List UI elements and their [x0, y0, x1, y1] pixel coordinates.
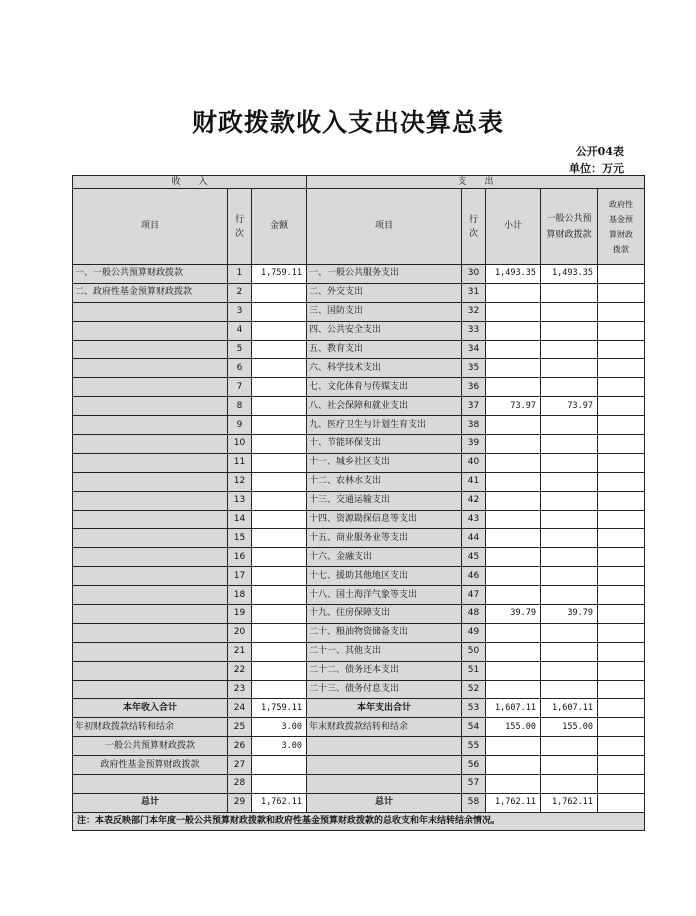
- income-header: 收 入: [73, 176, 307, 189]
- expense-fund-cell: [598, 718, 645, 737]
- expense-line-cell: 56: [462, 756, 486, 775]
- table-row: [73, 605, 645, 624]
- expense-item-cell: [307, 756, 462, 775]
- expense-general-cell: [541, 661, 598, 680]
- table-row: [73, 586, 645, 605]
- expense-line-cell: 42: [462, 491, 486, 510]
- expense-item-cell: 十八、国土海洋气象等支出: [307, 586, 462, 605]
- expense-item-cell: 十五、商业服务业等支出: [307, 529, 462, 548]
- income-item-cell: 一、一般公共预算财政拨款: [73, 265, 228, 284]
- expense-line-cell: 50: [462, 642, 486, 661]
- expense-item-cell: 二十二、债务还本支出: [307, 661, 462, 680]
- expense-general-cell: [541, 623, 598, 642]
- expense-general-cell: [541, 283, 598, 302]
- expense-general-cell: [541, 435, 598, 454]
- expense-general-cell: [541, 472, 598, 491]
- income-line-cell: 7: [228, 378, 252, 397]
- expense-item-cell: 二十三、债务付息支出: [307, 680, 462, 699]
- expense-subtotal-cell: [486, 321, 541, 340]
- income-amount-cell: [252, 548, 307, 567]
- expense-fund-cell: [598, 793, 645, 812]
- expense-general-cell: [541, 491, 598, 510]
- income-line-cell: 17: [228, 567, 252, 586]
- expense-item-cell: 十九、住房保障支出: [307, 605, 462, 624]
- income-item-cell: 本年收入合计: [73, 699, 228, 718]
- expense-general-cell: [541, 586, 598, 605]
- income-item-cell: [73, 529, 228, 548]
- expense-subtotal-cell: [486, 623, 541, 642]
- expense-item-cell: 二十一、其他支出: [307, 642, 462, 661]
- table-row: [73, 435, 645, 454]
- expense-general-cell: [541, 340, 598, 359]
- expense-line-cell: 45: [462, 548, 486, 567]
- income-item-cell: [73, 435, 228, 454]
- income-line-cell: 28: [228, 775, 252, 794]
- income-item-cell: [73, 605, 228, 624]
- income-amount-cell: [252, 472, 307, 491]
- expense-item-cell: 十七、援助其他地区支出: [307, 567, 462, 586]
- income-amount-cell: [252, 435, 307, 454]
- expense-general-cell: [541, 567, 598, 586]
- note-row: [73, 812, 645, 830]
- expense-line-cell: 40: [462, 453, 486, 472]
- expense-item-cell: 七、文化体育与传媒支出: [307, 378, 462, 397]
- income-item-cell: [73, 359, 228, 378]
- income-line-cell: 24: [228, 699, 252, 718]
- expense-subtotal-cell: 73.97: [486, 397, 541, 416]
- expense-line-cell: 53: [462, 699, 486, 718]
- expense-item-cell: 三、国防支出: [307, 302, 462, 321]
- expense-subtotal-cell: [486, 359, 541, 378]
- unit-label: 单位：万元: [569, 162, 624, 175]
- income-amount-cell: [252, 623, 307, 642]
- expense-subtotal-cell: [486, 775, 541, 794]
- table-row: [73, 416, 645, 435]
- table-note: 注：本表反映部门本年度一般公共预算财政拨款和政府性基金预算财政拨款的总收支和年末结转结余情况。: [73, 812, 645, 830]
- expense-subtotal-cell: [486, 416, 541, 435]
- expense-subtotal-header: 小计: [486, 189, 541, 265]
- expense-line-cell: 52: [462, 680, 486, 699]
- income-line-cell: 9: [228, 416, 252, 435]
- expense-item-cell: 十三、交通运输支出: [307, 491, 462, 510]
- expense-fund-cell: [598, 510, 645, 529]
- expense-subtotal-cell: [486, 491, 541, 510]
- table-row: [73, 265, 645, 284]
- expense-fund-cell: [598, 699, 645, 718]
- table-row: [73, 302, 645, 321]
- expense-subtotal-cell: 1,762.11: [486, 793, 541, 812]
- expense-item-cell: 十二、农林水支出: [307, 472, 462, 491]
- table-row: [73, 472, 645, 491]
- expense-general-cell: [541, 680, 598, 699]
- table-row: [73, 510, 645, 529]
- income-line-cell: 22: [228, 661, 252, 680]
- income-line-cell: 19: [228, 605, 252, 624]
- expense-fund-cell: [598, 416, 645, 435]
- expense-general-cell: 1,493.35: [541, 265, 598, 284]
- expense-subtotal-cell: [486, 529, 541, 548]
- expense-line-cell: 41: [462, 472, 486, 491]
- expense-general-cell: [541, 378, 598, 397]
- income-amount-cell: [252, 453, 307, 472]
- income-line-cell: 10: [228, 435, 252, 454]
- expense-header: 支 出: [307, 176, 645, 189]
- expense-general-cell: [541, 775, 598, 794]
- expense-fund-cell: [598, 605, 645, 624]
- expense-line-cell: 37: [462, 397, 486, 416]
- table-row: [73, 321, 645, 340]
- expense-fund-cell: [598, 567, 645, 586]
- income-amount-cell: [252, 661, 307, 680]
- form-number: 公开04表: [575, 145, 624, 158]
- expense-subtotal-cell: 155.00: [486, 718, 541, 737]
- expense-general-header: 一般公共预算财政拨款: [541, 189, 598, 265]
- expense-general-cell: [541, 529, 598, 548]
- expense-item-cell: 二、外交支出: [307, 283, 462, 302]
- table-row: [73, 793, 645, 812]
- expense-line-header: 行次: [462, 189, 486, 265]
- income-amount-cell: [252, 642, 307, 661]
- table-row: [73, 529, 645, 548]
- income-item-cell: [73, 321, 228, 340]
- table-row: [73, 623, 645, 642]
- table-row: [73, 491, 645, 510]
- expense-subtotal-cell: [486, 302, 541, 321]
- income-line-cell: 18: [228, 586, 252, 605]
- table-row: [73, 283, 645, 302]
- expense-item-cell: 九、医疗卫生与计划生育支出: [307, 416, 462, 435]
- expense-subtotal-cell: 1,607.11: [486, 699, 541, 718]
- income-item-cell: 政府性基金预算财政拨款: [73, 756, 228, 775]
- income-item-cell: [73, 548, 228, 567]
- income-item-cell: 年初财政拨款结转和结余: [73, 718, 228, 737]
- expense-subtotal-cell: [486, 586, 541, 605]
- expense-fund-cell: [598, 453, 645, 472]
- income-item-cell: [73, 302, 228, 321]
- income-amount-cell: [252, 340, 307, 359]
- expense-line-cell: 36: [462, 378, 486, 397]
- income-line-cell: 8: [228, 397, 252, 416]
- expense-line-cell: 46: [462, 567, 486, 586]
- expense-line-cell: 49: [462, 623, 486, 642]
- expense-line-cell: 32: [462, 302, 486, 321]
- expense-line-cell: 34: [462, 340, 486, 359]
- table-row: [73, 453, 645, 472]
- income-amount-cell: [252, 586, 307, 605]
- expense-subtotal-cell: [486, 680, 541, 699]
- expense-subtotal-cell: 1,493.35: [486, 265, 541, 284]
- income-amount-cell: [252, 756, 307, 775]
- expense-item-cell: 总计: [307, 793, 462, 812]
- expense-subtotal-cell: [486, 283, 541, 302]
- income-amount-cell: [252, 378, 307, 397]
- expense-fund-cell: [598, 302, 645, 321]
- expense-item-cell: [307, 737, 462, 756]
- expense-line-cell: 35: [462, 359, 486, 378]
- expense-general-cell: 155.00: [541, 718, 598, 737]
- expense-fund-cell: [598, 775, 645, 794]
- income-amount-cell: [252, 529, 307, 548]
- table-row: [73, 359, 645, 378]
- expense-subtotal-cell: [486, 567, 541, 586]
- expense-subtotal-cell: [486, 548, 541, 567]
- income-item-header: 项目: [73, 189, 228, 265]
- expense-item-cell: 十六、金融支出: [307, 548, 462, 567]
- expense-fund-cell: [598, 491, 645, 510]
- expense-fund-cell: [598, 435, 645, 454]
- table-row: [73, 775, 645, 794]
- expense-general-cell: [541, 642, 598, 661]
- expense-item-cell: 十四、资源勘探信息等支出: [307, 510, 462, 529]
- expense-line-cell: 43: [462, 510, 486, 529]
- expense-subtotal-cell: [486, 378, 541, 397]
- income-item-cell: [73, 491, 228, 510]
- income-amount-cell: 1,759.11: [252, 265, 307, 284]
- income-line-cell: 20: [228, 623, 252, 642]
- income-item-cell: [73, 680, 228, 699]
- expense-general-cell: 1,607.11: [541, 699, 598, 718]
- income-item-cell: [73, 416, 228, 435]
- income-line-cell: 5: [228, 340, 252, 359]
- expense-fund-cell: [598, 472, 645, 491]
- expense-subtotal-cell: [486, 737, 541, 756]
- expense-item-header: 项目: [307, 189, 462, 265]
- table-row: [73, 397, 645, 416]
- expense-line-cell: 33: [462, 321, 486, 340]
- expense-line-cell: 48: [462, 605, 486, 624]
- table-row: [73, 699, 645, 718]
- income-line-header: 行次: [228, 189, 252, 265]
- income-amount-cell: [252, 491, 307, 510]
- income-item-cell: [73, 510, 228, 529]
- income-line-cell: 23: [228, 680, 252, 699]
- table-row: [73, 737, 645, 756]
- income-item-cell: [73, 340, 228, 359]
- income-amount-cell: [252, 680, 307, 699]
- expense-line-cell: 39: [462, 435, 486, 454]
- income-item-cell: [73, 623, 228, 642]
- expense-item-cell: 十、节能环保支出: [307, 435, 462, 454]
- income-item-cell: [73, 642, 228, 661]
- table-row: [73, 661, 645, 680]
- income-item-cell: [73, 775, 228, 794]
- expense-general-cell: [541, 302, 598, 321]
- expense-fund-cell: [598, 378, 645, 397]
- expense-general-cell: [541, 737, 598, 756]
- income-line-cell: 29: [228, 793, 252, 812]
- expense-subtotal-cell: [486, 340, 541, 359]
- expense-subtotal-cell: [486, 756, 541, 775]
- income-amount-cell: 1,759.11: [252, 699, 307, 718]
- table-row: [73, 548, 645, 567]
- income-amount-cell: [252, 283, 307, 302]
- expense-general-cell: [541, 756, 598, 775]
- expense-subtotal-cell: 39.79: [486, 605, 541, 624]
- income-line-cell: 3: [228, 302, 252, 321]
- expense-fund-cell: [598, 586, 645, 605]
- expense-item-cell: 四、公共安全支出: [307, 321, 462, 340]
- income-line-cell: 16: [228, 548, 252, 567]
- expense-item-cell: 本年支出合计: [307, 699, 462, 718]
- expense-fund-cell: [598, 359, 645, 378]
- expense-subtotal-cell: [486, 472, 541, 491]
- expense-item-cell: 一、一般公共服务支出: [307, 265, 462, 284]
- expense-item-cell: 八、社会保障和就业支出: [307, 397, 462, 416]
- income-amount-cell: [252, 302, 307, 321]
- income-line-cell: 4: [228, 321, 252, 340]
- income-amount-cell: [252, 605, 307, 624]
- expense-general-cell: [541, 510, 598, 529]
- income-item-cell: [73, 453, 228, 472]
- income-item-cell: [73, 472, 228, 491]
- income-item-cell: 总计: [73, 793, 228, 812]
- income-amount-cell: [252, 397, 307, 416]
- expense-general-cell: [541, 453, 598, 472]
- income-line-cell: 1: [228, 265, 252, 284]
- income-amount-cell: [252, 775, 307, 794]
- expense-fund-cell: [598, 529, 645, 548]
- expense-line-cell: 54: [462, 718, 486, 737]
- expense-item-cell: 二十、粮油物资储备支出: [307, 623, 462, 642]
- expense-line-cell: 47: [462, 586, 486, 605]
- expense-general-cell: [541, 416, 598, 435]
- income-item-cell: [73, 567, 228, 586]
- expense-general-cell: 73.97: [541, 397, 598, 416]
- table-row: [73, 340, 645, 359]
- expense-fund-cell: [598, 283, 645, 302]
- expense-line-cell: 57: [462, 775, 486, 794]
- income-amount-cell: 3.00: [252, 737, 307, 756]
- income-amount-cell: [252, 510, 307, 529]
- expense-line-cell: 58: [462, 793, 486, 812]
- income-amount-cell: [252, 567, 307, 586]
- income-line-cell: 15: [228, 529, 252, 548]
- income-line-cell: 13: [228, 491, 252, 510]
- income-line-cell: 26: [228, 737, 252, 756]
- expense-fund-cell: [598, 642, 645, 661]
- table-row: [73, 567, 645, 586]
- income-item-cell: [73, 661, 228, 680]
- income-line-cell: 14: [228, 510, 252, 529]
- report-title: 财政拨款收入支出决算总表: [191, 108, 504, 137]
- income-line-cell: 25: [228, 718, 252, 737]
- expense-fund-cell: [598, 623, 645, 642]
- expense-fund-cell: [598, 321, 645, 340]
- income-amount-header: 金额: [252, 189, 307, 265]
- expense-line-cell: 31: [462, 283, 486, 302]
- expense-fund-cell: [598, 340, 645, 359]
- expense-fund-cell: [598, 756, 645, 775]
- table-row: [73, 378, 645, 397]
- table-row: [73, 756, 645, 775]
- expense-general-cell: 39.79: [541, 605, 598, 624]
- expense-line-cell: 44: [462, 529, 486, 548]
- expense-fund-cell: [598, 548, 645, 567]
- expense-general-cell: [541, 359, 598, 378]
- table-row: [73, 680, 645, 699]
- expense-subtotal-cell: [486, 642, 541, 661]
- income-amount-cell: [252, 359, 307, 378]
- income-amount-cell: [252, 321, 307, 340]
- expense-line-cell: 38: [462, 416, 486, 435]
- expense-fund-cell: [598, 661, 645, 680]
- table-row: [73, 718, 645, 737]
- income-line-cell: 21: [228, 642, 252, 661]
- table-row: [73, 642, 645, 661]
- expense-item-cell: 十一、城乡社区支出: [307, 453, 462, 472]
- expense-line-cell: 55: [462, 737, 486, 756]
- expense-item-cell: 五、教育支出: [307, 340, 462, 359]
- income-amount-cell: 1,762.11: [252, 793, 307, 812]
- income-amount-cell: 3.00: [252, 718, 307, 737]
- income-item-cell: [73, 586, 228, 605]
- expense-line-cell: 30: [462, 265, 486, 284]
- expense-fund-cell: [598, 737, 645, 756]
- expense-general-cell: 1,762.11: [541, 793, 598, 812]
- income-item-cell: [73, 378, 228, 397]
- expense-fund-header: 政府性基金预算财政拨款: [598, 189, 645, 265]
- income-line-cell: 27: [228, 756, 252, 775]
- expense-fund-cell: [598, 680, 645, 699]
- income-line-cell: 12: [228, 472, 252, 491]
- expense-subtotal-cell: [486, 510, 541, 529]
- expense-item-cell: 年末财政拨款结转和结余: [307, 718, 462, 737]
- income-line-cell: 11: [228, 453, 252, 472]
- income-item-cell: 二、政府性基金预算财政拨款: [73, 283, 228, 302]
- expense-line-cell: 51: [462, 661, 486, 680]
- expense-fund-cell: [598, 397, 645, 416]
- expense-item-cell: [307, 775, 462, 794]
- income-amount-cell: [252, 416, 307, 435]
- expense-general-cell: [541, 321, 598, 340]
- expense-general-cell: [541, 548, 598, 567]
- fiscal-summary-table: [72, 175, 645, 831]
- income-line-cell: 2: [228, 283, 252, 302]
- expense-subtotal-cell: [486, 453, 541, 472]
- expense-subtotal-cell: [486, 661, 541, 680]
- expense-fund-cell: [598, 265, 645, 284]
- expense-item-cell: 六、科学技术支出: [307, 359, 462, 378]
- income-item-cell: [73, 397, 228, 416]
- expense-subtotal-cell: [486, 435, 541, 454]
- income-line-cell: 6: [228, 359, 252, 378]
- income-item-cell: 一般公共预算财政拨款: [73, 737, 228, 756]
